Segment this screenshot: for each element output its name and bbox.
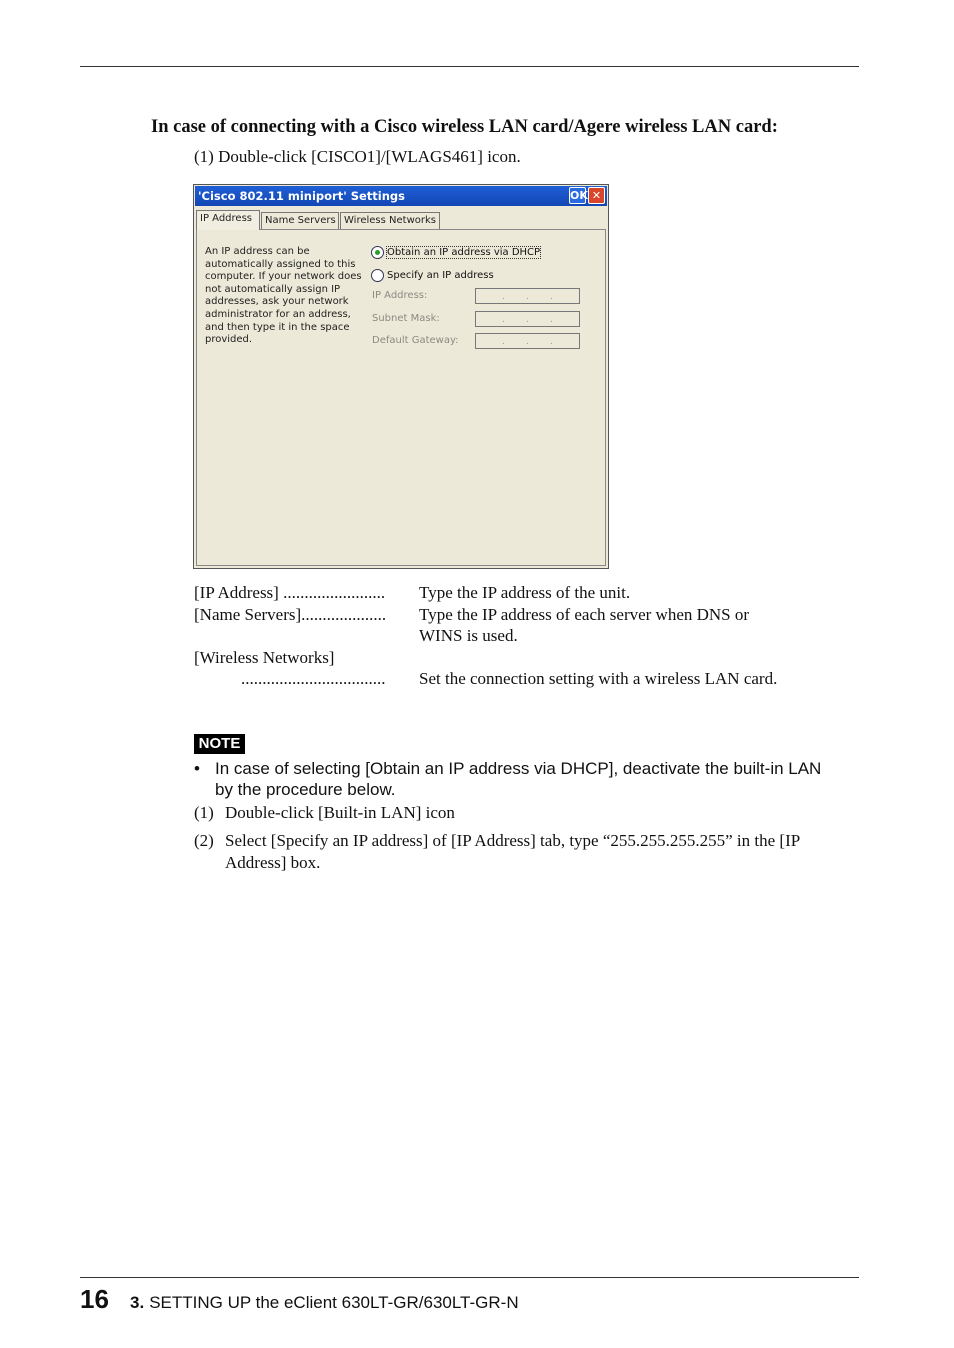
ip-address-panel: [196, 229, 606, 566]
section-heading: In case of connecting with a Cisco wireless LAN card/Agere wireless LAN card:: [151, 117, 778, 137]
dialog-titlebar: [195, 186, 607, 206]
def-desc: Type the IP address of the unit.: [419, 583, 631, 602]
default-gateway-input[interactable]: . . .: [475, 333, 580, 349]
step-text: Select [Specify an IP address] of [IP Address] tab, type “255.255.255.255” in the [IP Address] box.: [225, 831, 800, 872]
def-term: [Name Servers]....................: [194, 604, 387, 624]
radio-dhcp[interactable]: [371, 246, 384, 259]
settings-dialog: [193, 184, 609, 569]
note-text: In case of selecting [Obtain an IP address via DHCP], deactivate the built-in LAN by the procedure below.: [215, 759, 822, 799]
note-bullet: [194, 758, 844, 800]
radio-specify-row[interactable]: [371, 269, 494, 282]
step-number: (1): [194, 803, 214, 822]
ok-button[interactable]: OK: [570, 189, 588, 202]
bullet-dot-icon: •: [194, 759, 200, 778]
note-badge: NOTE: [194, 734, 245, 754]
radio-dhcp-row[interactable]: [371, 246, 540, 259]
tab-wireless-networks[interactable]: Wireless Networks: [340, 212, 440, 229]
tab-ip-address[interactable]: IP Address: [196, 210, 260, 230]
subnet-mask-input[interactable]: . . .: [475, 311, 580, 327]
close-icon[interactable]: ✕: [588, 187, 605, 204]
def-leader: ..................................: [241, 669, 386, 688]
step-number: (2): [194, 831, 214, 850]
chapter-number: 3.: [130, 1293, 145, 1312]
radio-specify[interactable]: [371, 269, 384, 282]
step-1: [194, 802, 844, 824]
step-2: [194, 830, 844, 874]
ip-address-input[interactable]: . . .: [475, 288, 580, 304]
dialog-title: 'Cisco 802.11 miniport' Settings: [198, 189, 406, 203]
chapter-title: SETTING UP the eClient 630LT-GR/630LT-GR-N: [149, 1293, 519, 1312]
step-text: Double-click [Built-in LAN] icon: [225, 803, 455, 822]
def-desc: Set the connection setting with a wireless LAN card.: [419, 669, 778, 688]
step-double-click-cisco: (1) Double-click [CISCO1]/[WLAGS461] icon.: [194, 147, 521, 166]
explanation-text: An IP address can be automatically assigned to this computer. If your network does not automatically assign IP addresses, ask your network administrator for an address, and then type it in the space provided.: [205, 246, 362, 346]
tab-name-servers[interactable]: Name Servers: [261, 212, 339, 229]
radio-dhcp-label[interactable]: Obtain an IP address via DHCP: [387, 247, 541, 258]
page-number: 16: [80, 1284, 109, 1314]
bottom-rule: [80, 1277, 859, 1278]
def-desc: Type the IP address of each server when DNS or: [419, 604, 750, 624]
footer-chapter-title: [130, 1293, 519, 1313]
def-term: [Wireless Networks]: [194, 647, 335, 667]
ip-address-label: IP Address:: [372, 290, 428, 301]
subnet-mask-label: Subnet Mask:: [372, 313, 440, 324]
default-gateway-label: Default Gateway:: [372, 335, 459, 346]
def-desc: WINS is used.: [419, 626, 518, 645]
radio-specify-label[interactable]: Specify an IP address: [387, 270, 494, 281]
top-rule: [80, 66, 859, 67]
def-term: [IP Address] ........................: [194, 583, 386, 602]
